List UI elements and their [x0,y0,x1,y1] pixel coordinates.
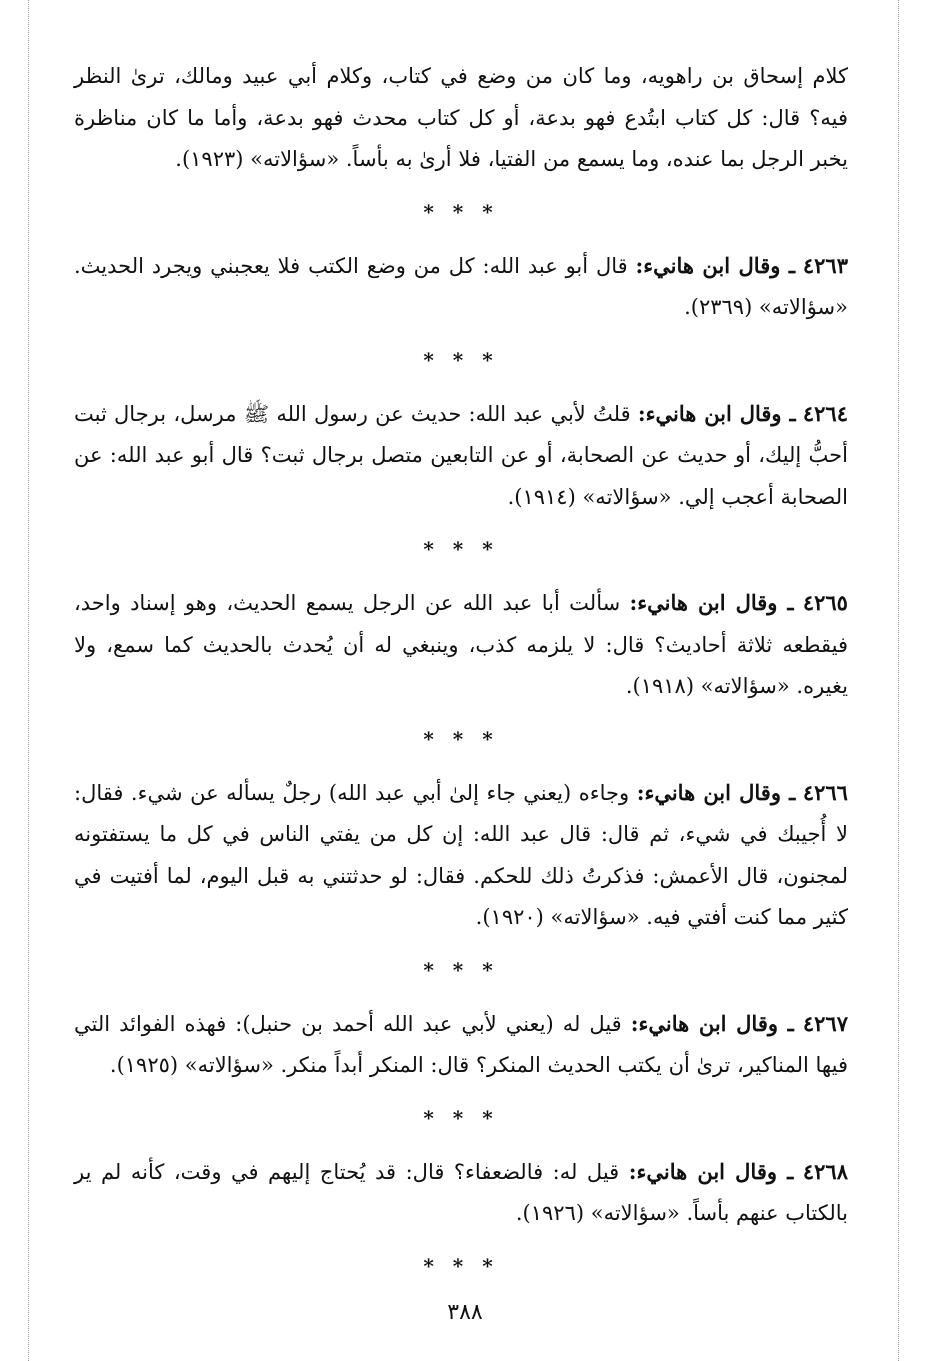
section-separator: * * * [423,199,499,224]
paragraph-4263 [74,245,848,329]
section-separator: * * * [423,957,499,982]
left-margin-rule [28,0,29,1361]
entry-intro: ـ وقال ابن هانيء: [630,1010,794,1036]
section-separator: * * * [423,1105,499,1130]
paragraph-4268 [74,1151,848,1235]
entry-intro: ـ وقال ابن هانيء: [636,779,796,805]
page-number: ٣٨٨ [447,1300,483,1325]
entry-number: ٤٢٦٨ [802,1158,848,1184]
paragraph-text: قيل له (يعني لأبي عبد الله أحمد بن حنبل): فهذه الفوائد التي فيها المناكير، ترىٰ أن يكتب الحديث المنكر؟ قال: المنكر أبداً منكر. «سؤالاته» (١٩٢٥). [74,1011,848,1077]
paragraph-4264 [74,393,848,519]
entry-intro: ـ وقال ابن هانيء: [637,400,796,426]
page-body [74,56,848,1299]
section-separator: * * * [423,1253,499,1278]
entry-number: ٤٢٦٣ [802,252,848,278]
section-separator: * * * [423,726,499,751]
entry-number: ٤٢٦٤ [802,400,848,426]
paragraph-text: قال أبو عبد الله: كل من وضع الكتب فلا يعجبني ويجرد الحديث. «سؤالاته» (٢٣٦٩). [74,253,848,319]
section-separator: * * * [423,537,499,561]
paragraph-4266 [74,772,848,939]
paragraph-text: كلام إسحاق بن راهويه، وما كان من وضع في كتاب، وكلام أبي عبيد ومالك، ترىٰ النظر فيه؟ قال: كل كتاب ابتُدع فهو بدعة، أو كل كتاب محدث فهو بدعة، وأما ما كان مناظرة يخبر الرجل بما عنده، وما يسمع من الفتيا، فلا أرىٰ به بأساً. «سؤالاته» (١٩٢٣). [74,64,848,171]
paragraph-text: وجاءه (يعني جاء إلىٰ أبي عبد الله) رجلٌ يسأله عن شيء. فقال: لا أُجيبك في شيء، ثم قال: قال عبد الله: إن كل من يفتي الناس في كل ما يستفتونه لمجنون، قال الأعمش: فذكرتُ ذلك للحكم. فقال: لو حدثتني به قبل اليوم، لما أفتيت في كثير مما كنت أفتي فيه. «سؤالاته» (١٩٢٠). [74,780,848,929]
entry-intro: ـ وقال ابن هانيء: [628,1158,794,1184]
paragraph-text: قيل له: فالضعفاء؟ قال: قد يُحتاج إليهم في وقت، كأنه لم ير بالكتاب عنهم بأساً. «سؤالاته» (١٩٢٦). [74,1159,848,1225]
paragraph-4267 [74,1003,848,1087]
entry-number: ٤٢٦٧ [802,1010,848,1036]
paragraph-continuation [74,56,848,181]
paragraph-text: قلتُ لأبي عبد الله: حديث عن رسول الله ﷺ مرسل، برجال ثبت أحبُّ إليك، أو حديث عن الصحابة، أو عن التابعين متصل برجال ثبت؟ قال أبو عبد الله: عن الصحابة أعجب إلي. «سؤالاته» (١٩١٤). [74,401,848,509]
entry-number: ٤٢٦٦ [802,779,848,805]
paragraph-4265 [74,582,848,708]
section-separator: * * * [423,347,499,372]
paragraph-text: سألت أبا عبد الله عن الرجل يسمع الحديث، وهو إسناد واحد، فيقطعه ثلاثة أحاديث؟ قال: لا يلزمه كذب، وينبغي له أن يُحدث بالحديث كما سمع، ولا يغيره. «سؤالاته» (١٩١٨). [74,591,848,698]
entry-number: ٤٢٦٥ [802,590,848,615]
right-margin-rule [898,0,899,1361]
entry-intro: ـ وقال ابن هانيء: [635,252,796,278]
entry-intro: ـ وقال ابن هانيء: [629,590,794,615]
